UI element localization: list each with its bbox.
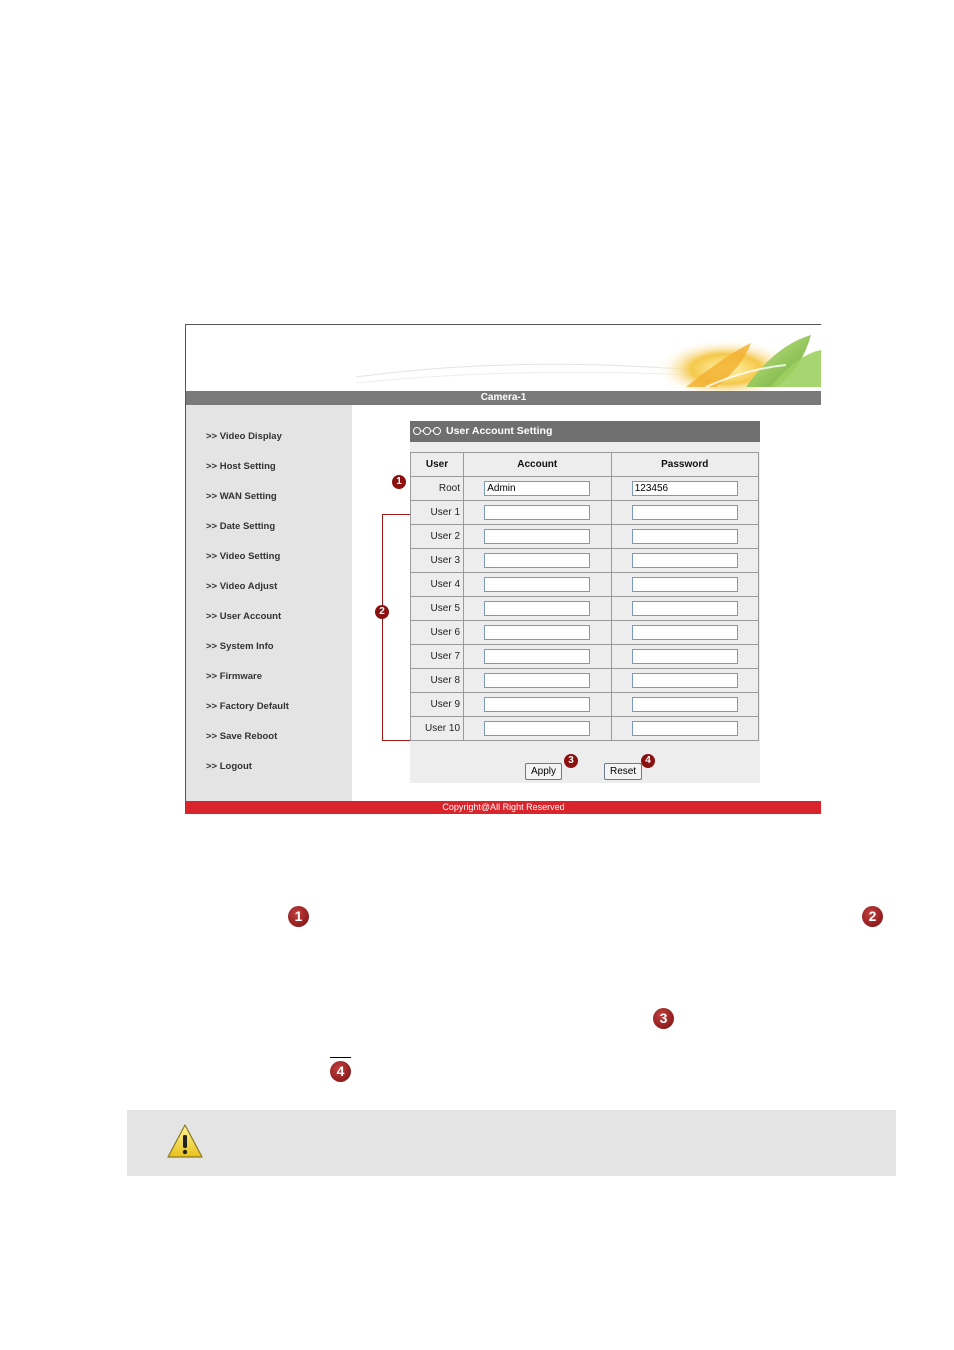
main-content [352,405,821,801]
banner-graphic [186,325,821,391]
callout-marker-1: 1 [392,475,406,489]
account-input[interactable] [484,697,590,712]
warning-icon [165,1122,205,1162]
root-account-input[interactable] [484,481,590,496]
password-input[interactable] [632,553,738,568]
sidebar-item-wan-setting[interactable]: >> WAN Setting [206,491,277,502]
account-input[interactable] [484,505,590,520]
user-label: User 3 [411,549,464,573]
user-label: User 9 [411,693,464,717]
callout-marker-2: 2 [375,605,389,619]
sidebar-nav [186,405,352,801]
users-bracket [382,514,410,741]
user-label: User 7 [411,645,464,669]
callout-marker-3: 3 [564,754,578,768]
account-input[interactable] [484,649,590,664]
password-input[interactable] [632,529,738,544]
reset-button[interactable]: Reset [604,763,642,780]
account-input[interactable] [484,673,590,688]
table-row [411,693,759,717]
table-row-root [411,477,759,501]
sidebar-item-firmware[interactable]: >> Firmware [206,671,262,682]
apply-button[interactable]: Apply [525,763,562,780]
table-row [411,717,759,741]
table-row [411,501,759,525]
panel-header [410,421,760,442]
table-row [411,573,759,597]
sidebar-item-video-display[interactable]: >> Video Display [206,431,282,442]
user-label: User 8 [411,669,464,693]
password-input[interactable] [632,601,738,616]
password-input[interactable] [632,697,738,712]
table-row [411,525,759,549]
overline-rule [330,1057,351,1058]
user-label: User 10 [411,717,464,741]
password-input[interactable] [632,505,738,520]
sidebar-item-user-account[interactable]: >> User Account [206,611,282,622]
table-header-row [411,453,759,477]
sidebar-item-video-setting[interactable]: >> Video Setting [206,551,281,562]
password-input[interactable] [632,673,738,688]
user-account-table [410,452,759,741]
sidebar-item-logout[interactable]: >> Logout [206,761,252,772]
sidebar-item-save-reboot[interactable]: >> Save Reboot [206,731,278,742]
camera-web-ui-screenshot [185,324,821,814]
account-input[interactable] [484,529,590,544]
column-header-user: User [411,453,464,477]
user-label: Root [411,477,464,501]
password-input[interactable] [632,577,738,592]
link-icon [412,426,442,436]
user-label: User 6 [411,621,464,645]
table-row [411,621,759,645]
panel-title: User Account Setting [446,425,553,437]
user-label: User 5 [411,597,464,621]
table-row [411,669,759,693]
window-title: Camera-1 [186,391,821,405]
account-input[interactable] [484,577,590,592]
sidebar-item-system-info[interactable]: >> System Info [206,641,274,652]
password-input[interactable] [632,649,738,664]
account-input[interactable] [484,721,590,736]
doc-marker-3: 3 [653,1008,674,1029]
user-label: User 4 [411,573,464,597]
account-input[interactable] [484,625,590,640]
table-row [411,597,759,621]
sidebar-item-video-adjust[interactable]: >> Video Adjust [206,581,278,592]
root-password-input[interactable] [632,481,738,496]
sidebar-item-factory-default[interactable]: >> Factory Default [206,701,289,712]
password-input[interactable] [632,721,738,736]
footer-copyright: Copyright@All Right Reserved [186,801,821,814]
table-row [411,549,759,573]
warning-note-box [127,1110,896,1176]
header-banner [186,325,821,391]
user-label: User 2 [411,525,464,549]
user-label: User 1 [411,501,464,525]
doc-marker-2: 2 [862,906,883,927]
doc-marker-4: 4 [330,1061,351,1082]
column-header-password: Password [611,453,759,477]
table-row [411,645,759,669]
sidebar-item-date-setting[interactable]: >> Date Setting [206,521,276,532]
password-input[interactable] [632,625,738,640]
doc-marker-1: 1 [288,906,309,927]
callout-marker-4: 4 [641,754,655,768]
user-account-panel [410,421,760,783]
account-input[interactable] [484,553,590,568]
account-input[interactable] [484,601,590,616]
column-header-account: Account [464,453,612,477]
sidebar-item-host-setting[interactable]: >> Host Setting [206,461,276,472]
